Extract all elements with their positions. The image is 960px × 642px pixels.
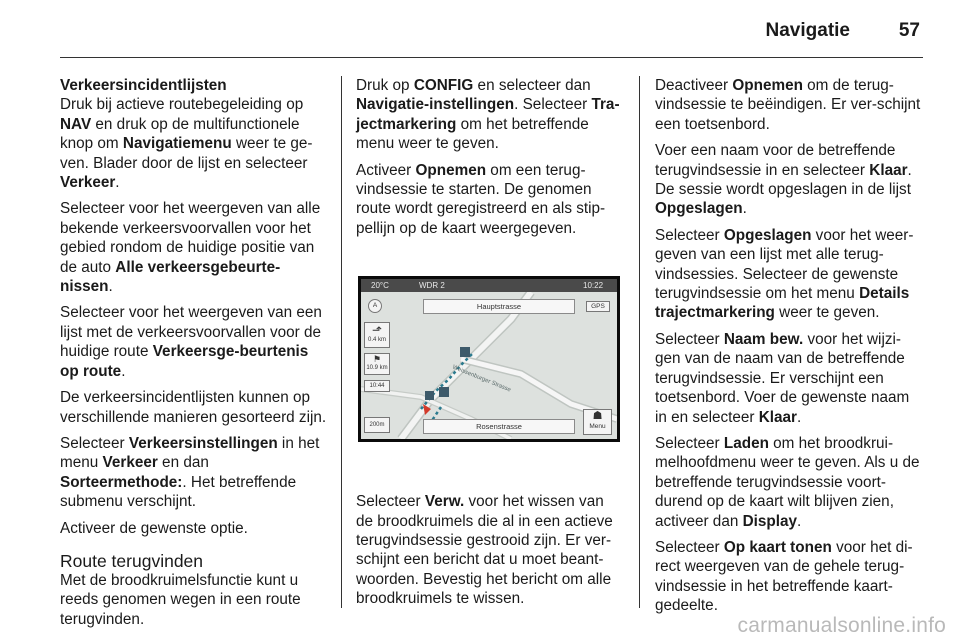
column-3 [655, 76, 925, 623]
column-divider [639, 76, 640, 608]
arrival-time: 10:44 [364, 380, 390, 392]
gps-indicator: GPS [586, 301, 610, 312]
column-1 [60, 76, 328, 636]
paragraph: Deactiveer Opnemen om de terug-vindsessie te beëindigen. Er ver-schijnt een toetsenbord. [655, 77, 921, 133]
road-name-label: Weissenburger Strasse [451, 364, 512, 394]
section-heading-traffic-lists: Verkeersincidentlijsten [60, 77, 227, 94]
menu-label: Menu [589, 423, 606, 431]
distance-box [364, 353, 390, 375]
paragraph: Selecteer Verw. voor het wissen van de broodkruimels die al in een actieve terugvindsessie gestrooid zijn. Er ver-schijnt een bericht dat u moet beant-woorden. Bevestig het bericht om alle broodkruimels te wissen. [356, 493, 613, 608]
paragraph: Voer een naam voor de betreffende terugvindsessie in en selecteer Klaar. De sessie wordt opgeslagen in de lijst Opgeslagen. [655, 142, 912, 218]
radio-station: WDR 2 [419, 281, 445, 291]
paragraph: Selecteer Verkeersinstellingen in het menu Verkeer en dan Sorteermethode:. Het betreffende submenu verschijnt. [60, 434, 320, 511]
paragraph: Selecteer Opgeslagen voor het weer-geven van een lijst met alle terug-vindsessies. Selecteer de gewenste terugvindsessie om het menu Details trajectmarkering weer te geven. [655, 226, 914, 322]
paragraph: Selecteer voor het weergeven van een lijst met de verkeersvoorvallen voor de huidige route Verkeersge-beurtenis op route. [60, 304, 322, 380]
column-2 [356, 76, 624, 616]
paragraph: Druk op CONFIG en selecteer dan Navigatie-instellingen. Selecteer Tra-jectmarkering om het betreffende menu weer te geven. [356, 77, 620, 153]
paragraph: Selecteer Laden om het broodkrui-melhoofdmenu weer te geven. Als u de betreffende terugvindsessie voort-durend op de kaart wilt blijven zien, activeer dan Display. [655, 434, 920, 530]
paragraph: De verkeersincidentlijsten kunnen op verschillende manieren gesorteerd zijn. [60, 389, 327, 426]
map-scale: 200m [364, 417, 390, 433]
remaining-distance: 10.9 km [366, 365, 388, 372]
flag-icon: ⚑ [372, 354, 382, 365]
map-screen [361, 279, 617, 439]
paragraph: Selecteer voor het weergeven van alle bekende verkeersvoorvallen voor het gebied rondom de huidige positie van de auto Alle verkeersgebeurte-nissen. [60, 200, 321, 296]
person-icon: ☗ [592, 410, 603, 423]
status-bar [361, 279, 617, 292]
temperature-readout: 20°C [371, 281, 389, 291]
clock: 10:22 [583, 281, 604, 291]
a-button[interactable]: A [368, 299, 382, 313]
paragraph: Activeer Opnemen om een terug-vindsessie te starten. De genomen route wordt geregistreerd en als stip-pellijn op de kaart weergegeven. [356, 161, 606, 237]
column-divider [341, 76, 342, 608]
paragraph: Selecteer Naam bew. voor het wijzi-gen van de naam van de betreffende terugvindsessie. Er verschijnt een toetsenbord. Voer de gewenste naam in en selecteer Klaar. [655, 330, 910, 426]
paragraph: Druk bij actieve routebegeleiding op NAV en druk op de multifunctionele knop om Navigatiemenu weer te ge-ven. Blader door de lijst en selecteer Verkeer. [60, 96, 313, 192]
section-heading-route-back: Route terugvinden [60, 550, 204, 571]
navigation-screenshot [358, 276, 620, 442]
page-title: Navigatie [765, 20, 850, 41]
page-number: 57 [898, 20, 920, 41]
turn-arrow-icon: ⬏ [371, 323, 383, 338]
paragraph: Selecteer Op kaart tonen voor het di-rect weergeven van de gehele terug-vindsessie in het betreffende kaart-gedeelte. [655, 538, 913, 615]
paragraph: Met de broodkruimelsfunctie kunt u reeds genomen wegen in een route terugvinden. [60, 571, 301, 628]
current-street-label: Hauptstrasse [423, 299, 575, 314]
paragraph: Activeer de gewenste optie. [60, 519, 248, 537]
header-divider [60, 57, 923, 58]
watermark: carmanualsonline.info [737, 614, 946, 637]
turn-distance: 0.4 km [367, 337, 386, 344]
next-street-label: Rosenstrasse [423, 419, 575, 434]
menu-button[interactable] [583, 409, 612, 435]
turn-indicator-box [364, 322, 390, 348]
